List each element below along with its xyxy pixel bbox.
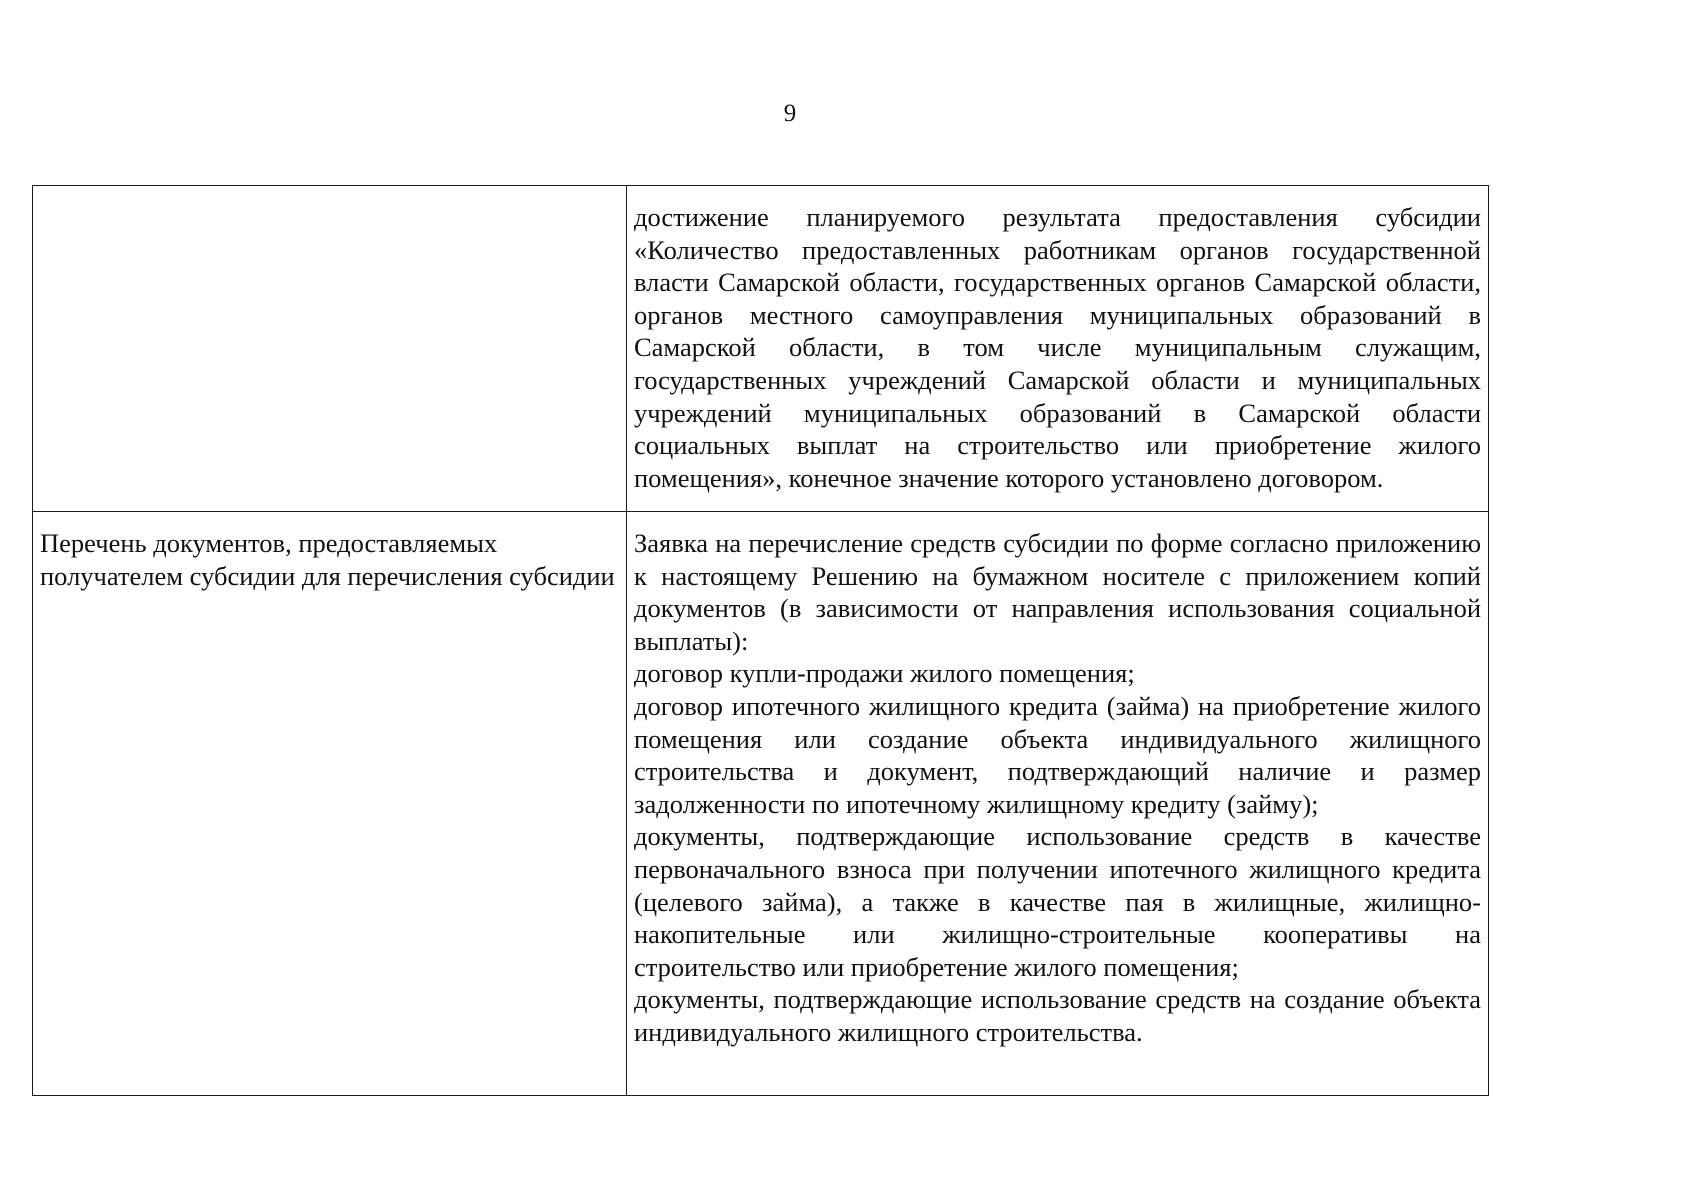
paragraph: документы, подтверждающие использование средств в качестве первоначального взноса при получении ипотечного жилищного кредита (целевого займа), а также в качестве пая в жилищные, жилищно-накопительные или жилищно-строительные кооперативы на строительство или приобретение жилого помещения; (634, 821, 1481, 982)
table-row (33, 512, 1489, 1096)
paragraph: договор ипотечного жилищного кредита (займа) на приобретение жилого помещения или создание объекта индивидуального жилищного строительства и документ, подтверждающий наличие и размер задолженности по ипотечному жилищному кредиту (займу); (634, 690, 1481, 819)
page-number: 9 (783, 100, 797, 127)
paragraph: Заявка на перечисление средств субсидии по форме согласно приложению к настоящему Решению на бумажном носителе с приложением копий документов (в зависимости от направления использования социальной выплаты): (634, 528, 1481, 656)
paragraph: достижение планируемого результата предоставления субсидии «Количество предоставленных работникам органов государственной власти Самарской области, государственных органов Самарской области, органов местного самоуправления муниципальных образований в Самарской области, в том числе муниципальным служащим, государственных учреждений Самарской области и муниципальных учреждений муниципальных образований в Самарской области социальных выплат на строительство или приобретение жилого помещения», конечное значение которого установлено договором. (634, 202, 1481, 493)
paragraph: договор купли-продажи жилого помещения; (634, 658, 1135, 689)
document-table (32, 185, 1489, 1096)
paragraph: документы, подтверждающие использование средств на создание объекта индивидуального жилищного строительства. (634, 984, 1481, 1047)
table-row (33, 186, 1489, 512)
table-cell-planned-result (627, 186, 1489, 512)
table-cell-documents-list (627, 512, 1489, 1096)
table-cell-empty (33, 186, 627, 512)
table-cell-documents-label: Перечень документов, предоставляемых получателем субсидии для перечисления субсидии (33, 512, 627, 1096)
